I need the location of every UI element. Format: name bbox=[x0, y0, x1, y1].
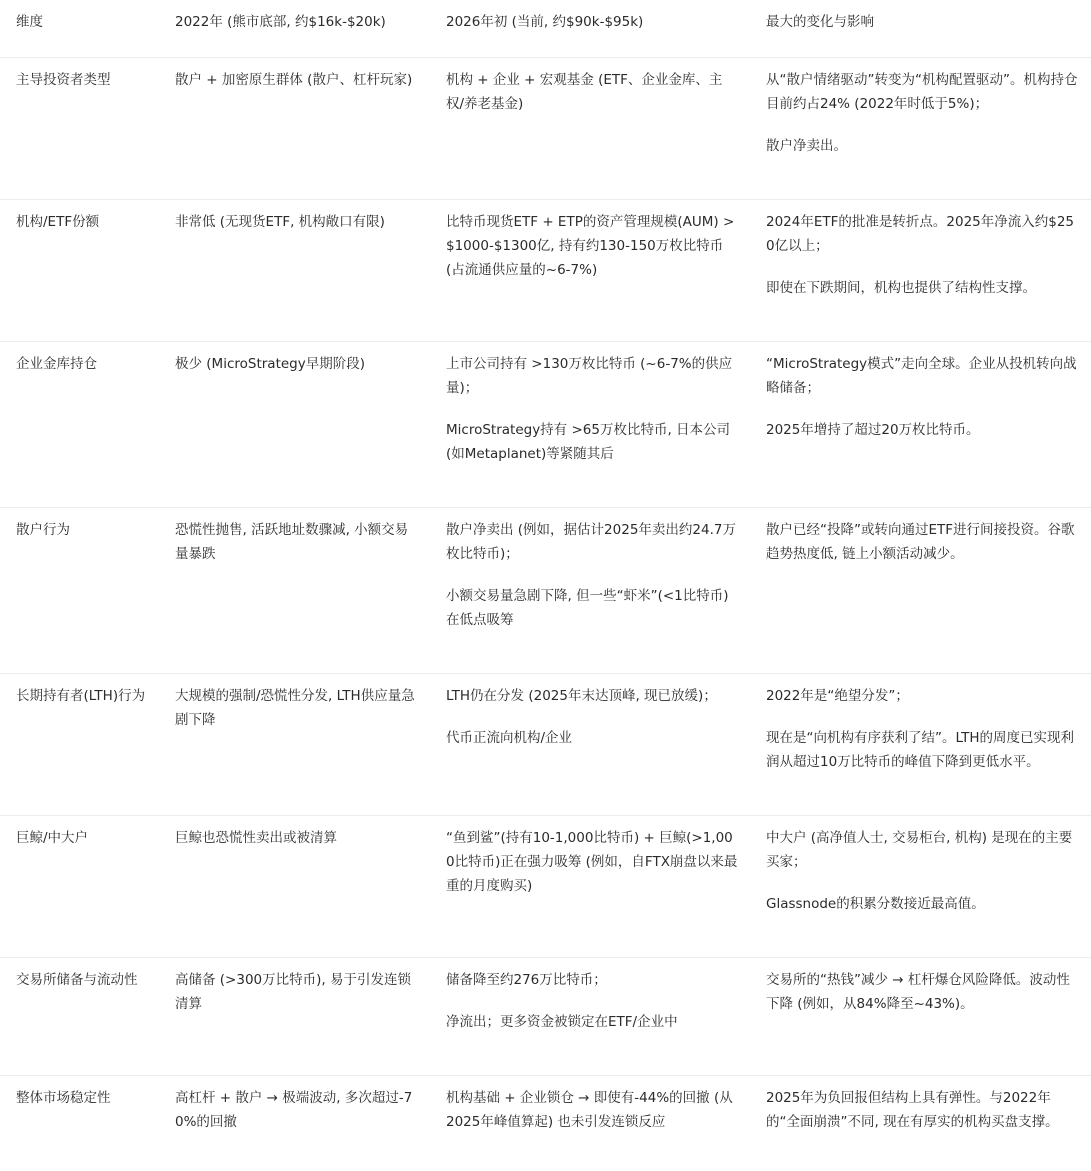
cell-2022 bbox=[159, 200, 430, 342]
cell-paragraph: “鱼到鲨”(持有10-1,000比特币) + 巨鲸(>1,000比特币)正在强力吸筹 (例如，自FTX崩盘以来最重的月度购买) bbox=[446, 826, 740, 898]
cell-paragraph: 机构基础 + 企业锁仓 → 即使有-44%的回撤 (从2025年峰值算起) 也未引发连锁反应 bbox=[446, 1086, 740, 1134]
cell-paragraph: 散户净卖出 (例如，据估计2025年卖出约24.7万枚比特币)； bbox=[446, 518, 740, 566]
cell-paragraph: 2024年ETF的批准是转折点。2025年净流入约$250亿以上； bbox=[766, 210, 1081, 258]
cell-2022 bbox=[159, 674, 430, 816]
cell-paragraph: Glassnode的积累分数接近最高值。 bbox=[766, 892, 1081, 916]
cell-change bbox=[750, 674, 1091, 816]
header-dimension: 维度 bbox=[0, 0, 159, 58]
cell-paragraph: 高杠杆 + 散户 → 极端波动, 多次超过-70%的回撤 bbox=[175, 1086, 420, 1134]
cell-dimension: 交易所储备与流动性 bbox=[0, 958, 159, 1076]
cell-dimension: 整体市场稳定性 bbox=[0, 1076, 159, 1171]
table-row bbox=[0, 958, 1091, 1076]
header-2026: 2026年初 (当前, 约$90k-$95k) bbox=[430, 0, 750, 58]
cell-paragraph: 2025年增持了超过20万枚比特币。 bbox=[766, 418, 1081, 442]
cell-paragraph: 代币正流向机构/企业 bbox=[446, 726, 740, 750]
cell-paragraph: 交易所的“热钱”减少 → 杠杆爆仓风险降低。波动性下降 (例如，从84%降至~43%)。 bbox=[766, 968, 1081, 1016]
cell-paragraph: 比特币现货ETF + ETP的资产管理规模(AUM) > $1000-$1300亿, 持有约130-150万枚比特币 (占流通供应量的~6-7%) bbox=[446, 210, 740, 282]
table-row bbox=[0, 816, 1091, 958]
cell-paragraph: 中大户 (高净值人士, 交易柜台, 机构) 是现在的主要买家； bbox=[766, 826, 1081, 874]
cell-paragraph: 净流出；更多资金被锁定在ETF/企业中 bbox=[446, 1010, 740, 1034]
cell-2022 bbox=[159, 342, 430, 508]
cell-2026 bbox=[430, 816, 750, 958]
table-body bbox=[0, 58, 1091, 1171]
cell-change bbox=[750, 508, 1091, 674]
cell-2022 bbox=[159, 508, 430, 674]
table-header bbox=[0, 0, 1091, 58]
cell-paragraph: 非常低 (无现货ETF, 机构敞口有限) bbox=[175, 210, 420, 234]
cell-paragraph: 高储备 (>300万比特币), 易于引发连锁清算 bbox=[175, 968, 420, 1016]
header-2022: 2022年 (熊市底部, 约$16k-$20k) bbox=[159, 0, 430, 58]
cell-dimension: 散户行为 bbox=[0, 508, 159, 674]
cell-change bbox=[750, 200, 1091, 342]
cell-paragraph: 小额交易量急剧下降, 但一些“虾米”(<1比特币)在低点吸筹 bbox=[446, 584, 740, 632]
cell-dimension: 企业金库持仓 bbox=[0, 342, 159, 508]
table-row bbox=[0, 342, 1091, 508]
cell-paragraph: 2025年为负回报但结构上具有弹性。与2022年的“全面崩溃”不同, 现在有厚实的机构买盘支撑。 bbox=[766, 1086, 1081, 1134]
cell-dimension: 长期持有者(LTH)行为 bbox=[0, 674, 159, 816]
header-row bbox=[0, 0, 1091, 58]
cell-change bbox=[750, 342, 1091, 508]
cell-paragraph: 机构 + 企业 + 宏观基金 (ETF、企业金库、主权/养老基金) bbox=[446, 68, 740, 116]
cell-2022 bbox=[159, 58, 430, 200]
cell-dimension: 机构/ETF份额 bbox=[0, 200, 159, 342]
table-row bbox=[0, 200, 1091, 342]
cell-dimension: 主导投资者类型 bbox=[0, 58, 159, 200]
table-row bbox=[0, 58, 1091, 200]
cell-paragraph: LTH仍在分发 (2025年末达顶峰, 现已放缓)； bbox=[446, 684, 740, 708]
cell-paragraph: 散户已经“投降”或转向通过ETF进行间接投资。谷歌趋势热度低, 链上小额活动减少。 bbox=[766, 518, 1081, 566]
cell-paragraph: 从“散户情绪驱动”转变为“机构配置驱动”。机构持仓目前约占24% (2022年时低于5%)； bbox=[766, 68, 1081, 116]
cell-2022 bbox=[159, 816, 430, 958]
cell-change bbox=[750, 58, 1091, 200]
table-row bbox=[0, 508, 1091, 674]
cell-paragraph: 上市公司持有 >130万枚比特币 (~6-7%的供应量)； bbox=[446, 352, 740, 400]
cell-2026 bbox=[430, 342, 750, 508]
cell-2026 bbox=[430, 508, 750, 674]
cell-2026 bbox=[430, 674, 750, 816]
cell-paragraph: 散户净卖出。 bbox=[766, 134, 1081, 158]
cell-dimension: 巨鲸/中大户 bbox=[0, 816, 159, 958]
cell-2026 bbox=[430, 958, 750, 1076]
cell-paragraph: 大规模的强制/恐慌性分发, LTH供应量急剧下降 bbox=[175, 684, 420, 732]
cell-2022 bbox=[159, 958, 430, 1076]
cell-paragraph: MicroStrategy持有 >65万枚比特币, 日本公司(如Metaplanet)等紧随其后 bbox=[446, 418, 740, 466]
cell-paragraph: 2022年是“绝望分发”； bbox=[766, 684, 1081, 708]
cell-paragraph: “MicroStrategy模式”走向全球。企业从投机转向战略储备； bbox=[766, 352, 1081, 400]
header-change: 最大的变化与影响 bbox=[750, 0, 1091, 58]
cell-2026 bbox=[430, 200, 750, 342]
cell-change bbox=[750, 816, 1091, 958]
table-row bbox=[0, 674, 1091, 816]
cell-paragraph: 恐慌性抛售, 活跃地址数骤减, 小额交易量暴跌 bbox=[175, 518, 420, 566]
cell-paragraph: 巨鲸也恐慌性卖出或被清算 bbox=[175, 826, 420, 850]
cell-2026 bbox=[430, 58, 750, 200]
cell-paragraph: 散户 + 加密原生群体 (散户、杠杆玩家) bbox=[175, 68, 420, 92]
cell-paragraph: 现在是“向机构有序获利了结”。LTH的周度已实现利润从超过10万比特币的峰值下降到更低水平。 bbox=[766, 726, 1081, 774]
cell-paragraph: 即使在下跌期间，机构也提供了结构性支撑。 bbox=[766, 276, 1081, 300]
cell-paragraph: 极少 (MicroStrategy早期阶段) bbox=[175, 352, 420, 376]
cell-change bbox=[750, 958, 1091, 1076]
cell-paragraph: 储备降至约276万比特币； bbox=[446, 968, 740, 992]
